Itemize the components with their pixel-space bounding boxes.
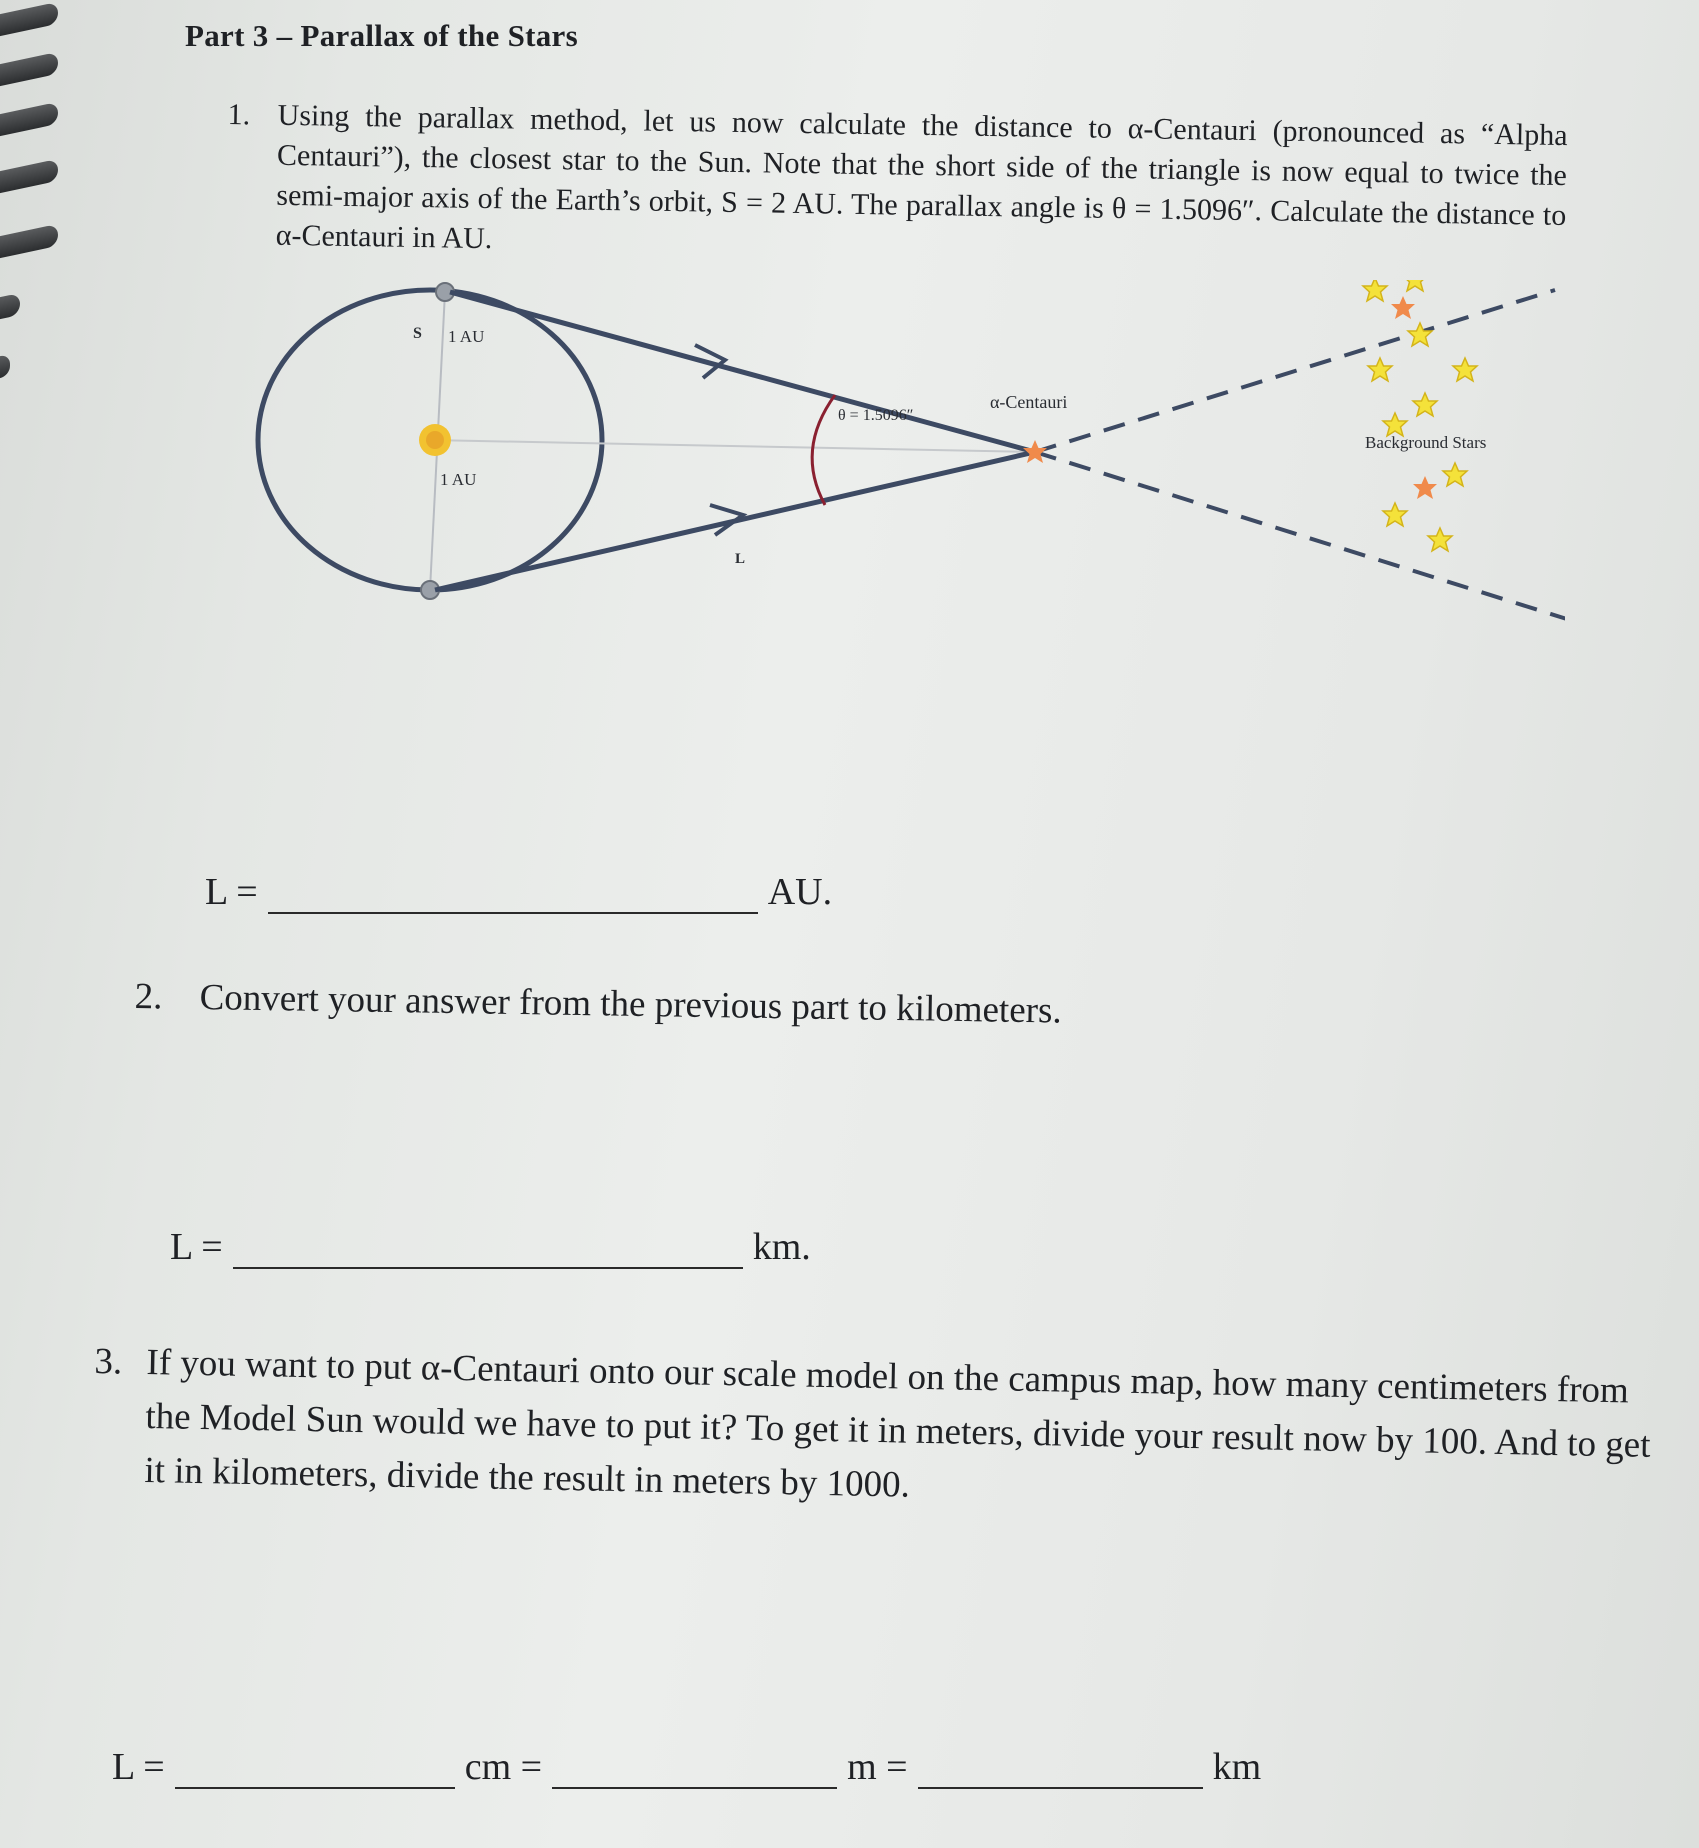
label-1au-bottom: 1 AU — [440, 470, 477, 489]
unit-km: km — [1212, 1746, 1262, 1788]
binding-ring — [0, 224, 58, 258]
page-title: Part 3 – Parallax of the Stars — [185, 18, 578, 53]
question-text: Convert your answer from the previous part to kilometers. — [199, 977, 1062, 1032]
dashed-line-down — [1035, 452, 1565, 620]
star-icon — [1428, 528, 1452, 551]
answer-prefix: L = — [205, 871, 258, 913]
answer-unit: AU. — [767, 871, 833, 913]
answer-cm-blank[interactable] — [175, 1785, 455, 1789]
center-line — [430, 440, 1035, 452]
parallax-diagram — [255, 280, 1565, 640]
binding-ring — [0, 293, 20, 319]
binding-ring — [0, 102, 58, 136]
star-icon — [1453, 358, 1477, 381]
question-1 — [225, 95, 1567, 276]
label-background-stars: Background Stars — [1365, 433, 1487, 452]
answer-prefix: L = — [112, 1746, 165, 1788]
label-s: S — [413, 325, 422, 342]
answer-2-blank[interactable] — [233, 1265, 743, 1269]
theta-arc — [812, 395, 835, 505]
shifted-star-bottom-icon — [1413, 476, 1437, 499]
star-icon — [1408, 323, 1432, 346]
spiral-binding — [0, 0, 70, 420]
binding-ring — [0, 2, 58, 36]
answer-1 — [205, 870, 832, 914]
label-theta: θ = 1.5096″ — [838, 407, 914, 424]
question-3 — [92, 1335, 1655, 1527]
answer-m-blank[interactable] — [552, 1785, 837, 1789]
question-2 — [134, 975, 1062, 1033]
binding-ring — [0, 159, 58, 193]
sun-core — [426, 431, 444, 449]
question-number: 3. — [94, 1340, 123, 1383]
label-l: L — [735, 551, 746, 567]
question-number: 1. — [227, 97, 251, 132]
question-text: If you want to put α-Centauri onto our scale model on the campus map, how many centimeters from the Model Sun would we have to put it? To get it in meters, divide your result now by 100. And to get it in kilometers, divide the result in meters by 1000. — [144, 1341, 1651, 1506]
answer-km-blank[interactable] — [918, 1785, 1203, 1789]
star-icon — [1368, 358, 1392, 381]
shifted-star-top-icon — [1391, 296, 1415, 319]
label-1au-top: 1 AU — [448, 327, 485, 346]
unit-m: m = — [847, 1746, 908, 1788]
question-text: Using the parallax method, let us now calculate the distance to α-Centauri (pronounced as “Alpha Centauri”), the closest star to the Sun. Note that the short side of the triangle is now equal to twice the semi-major axis of the Earth’s orbit, S = 2 AU. The parallax angle is θ = 1.5096″. Calculate the distance to α-Centauri in AU. — [275, 98, 1568, 256]
answer-2 — [170, 1225, 811, 1269]
unit-cm: cm = — [464, 1746, 543, 1788]
answer-unit: km. — [752, 1226, 811, 1268]
binding-ring — [0, 354, 10, 378]
arrow-bottom-icon — [710, 505, 743, 535]
answer-3 — [112, 1745, 1261, 1789]
label-alpha-centauri: α-Centauri — [990, 392, 1068, 412]
dashed-line-up — [1035, 290, 1555, 452]
binding-ring — [0, 52, 58, 86]
sight-line-top — [450, 292, 1035, 452]
star-icon — [1383, 503, 1407, 526]
star-icon — [1413, 393, 1437, 416]
star-icon — [1443, 463, 1467, 486]
star-icon — [1403, 280, 1427, 291]
star-icon — [1363, 280, 1387, 301]
answer-prefix: L = — [170, 1226, 223, 1268]
answer-1-blank[interactable] — [268, 910, 758, 914]
question-number: 2. — [134, 975, 163, 1018]
